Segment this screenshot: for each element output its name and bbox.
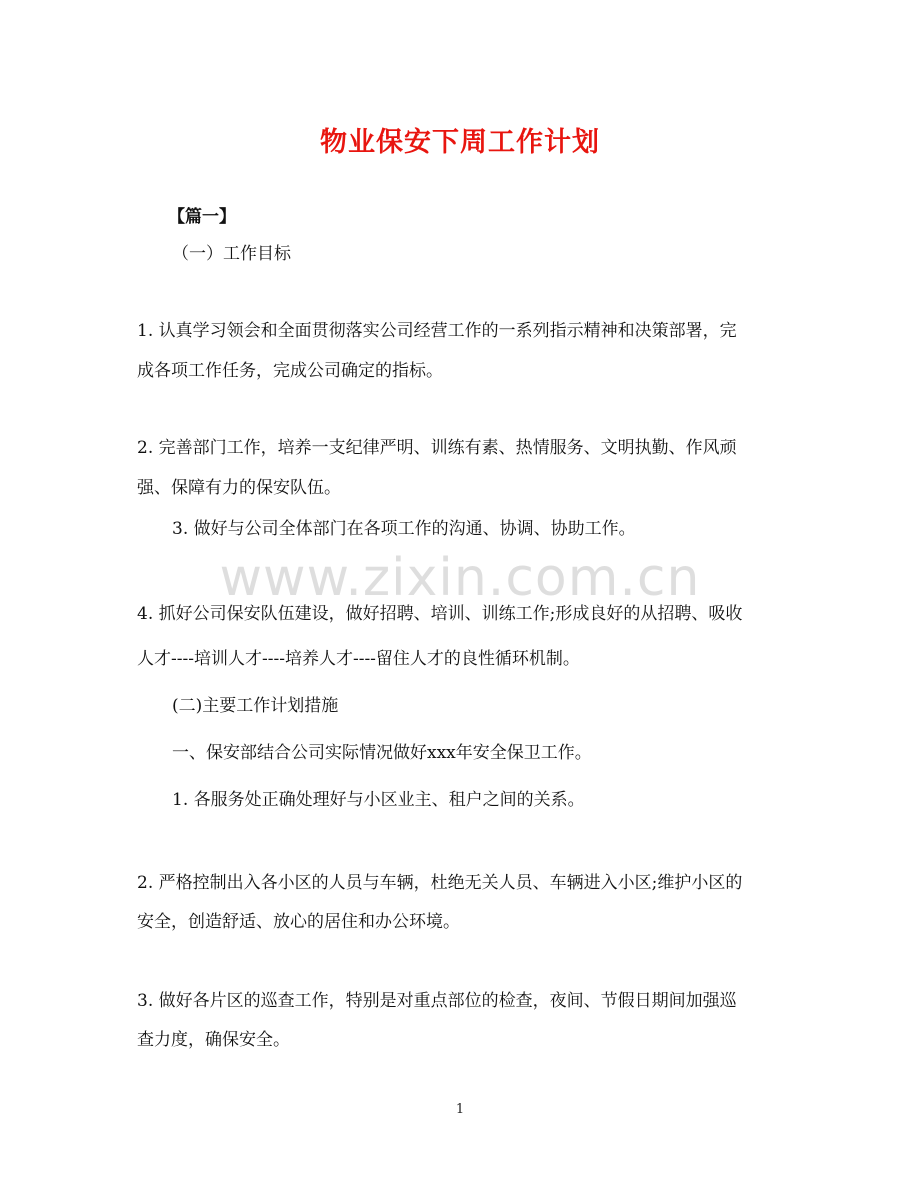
section-label: 【篇一】 bbox=[168, 207, 236, 227]
paragraph-line: 人才----培训人才----培养人才----留住人才的良性循环机制。 bbox=[137, 649, 580, 669]
paragraph-line: 一、保安部结合公司实际情况做好xxx年安全保卫工作。 bbox=[172, 743, 592, 763]
page-number: 1 bbox=[455, 1102, 465, 1117]
paragraph-line: 2. 严格控制出入各小区的人员与车辆，杜绝无关人员、车辆进入小区;维护小区的 bbox=[137, 873, 743, 893]
paragraph-line: 3. 做好与公司全体部门在各项工作的沟通、协调、协助工作。 bbox=[172, 519, 636, 539]
subheading-measures: (二)主要工作计划措施 bbox=[172, 696, 339, 716]
paragraph-line: 强、保障有力的保安队伍。 bbox=[137, 478, 341, 498]
paragraph-line: 1. 认真学习领会和全面贯彻落实公司经营工作的一系列指示精神和决策部署，完 bbox=[137, 321, 737, 341]
paragraph-line: 成各项工作任务，完成公司确定的指标。 bbox=[137, 361, 443, 381]
watermark-text: www.zixin.com.cn bbox=[219, 548, 701, 608]
document-title: 物业保安下周工作计划 bbox=[320, 127, 600, 158]
paragraph-line: 安全，创造舒适、放心的居住和办公环境。 bbox=[137, 912, 460, 932]
paragraph-line: 1. 各服务处正确处理好与小区业主、租户之间的关系。 bbox=[172, 790, 585, 810]
paragraph-line: 查力度，确保安全。 bbox=[137, 1030, 290, 1050]
paragraph-line: 3. 做好各片区的巡查工作，特别是对重点部位的检查，夜间、节假日期间加强巡 bbox=[137, 991, 737, 1011]
subheading-goals: （一）工作目标 bbox=[172, 244, 291, 264]
paragraph-line: 2. 完善部门工作，培养一支纪律严明、训练有素、热情服务、文明执勤、作风顽 bbox=[137, 438, 737, 458]
paragraph-line: 4. 抓好公司保安队伍建设，做好招聘、培训、训练工作;形成良好的从招聘、吸收 bbox=[137, 604, 743, 624]
